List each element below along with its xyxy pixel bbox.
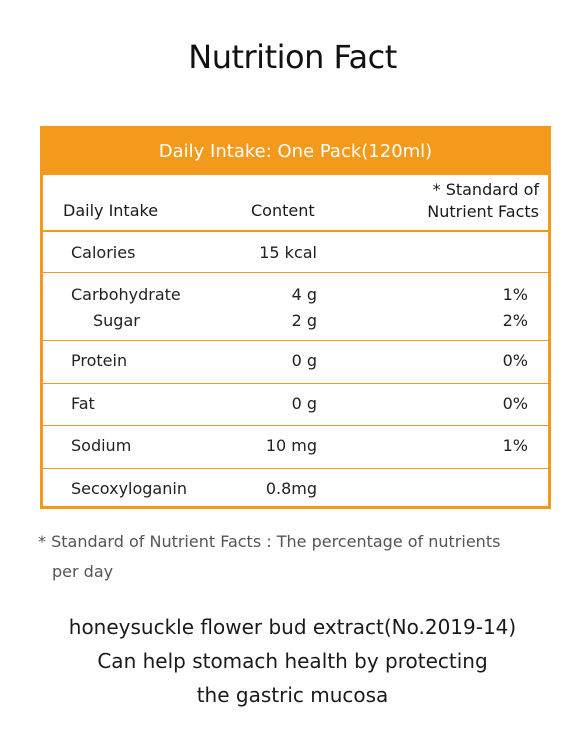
column-header-content: Content bbox=[251, 201, 315, 220]
footnote-line2: per day bbox=[52, 562, 114, 581]
row-value-calories: 15 kcal bbox=[259, 243, 317, 262]
column-header-standard-line2: Nutrient Facts bbox=[427, 202, 539, 221]
health-claim-line1: honeysuckle flower bud extract(No.2019-14) bbox=[68, 615, 517, 639]
row-label-fat: Fat bbox=[71, 394, 95, 413]
column-header-standard bbox=[427, 179, 539, 223]
header-divider bbox=[43, 230, 548, 232]
row-value-sodium: 10 mg bbox=[265, 436, 317, 455]
row-divider bbox=[43, 425, 548, 426]
row-label-calories: Calories bbox=[71, 243, 136, 262]
health-claim-line3: the gastric mucosa bbox=[196, 683, 389, 707]
row-divider bbox=[43, 468, 548, 469]
column-header-standard-line1: * Standard of bbox=[432, 180, 539, 199]
row-value-protein: 0 g bbox=[291, 351, 317, 370]
row-divider bbox=[43, 383, 548, 384]
row-label-sodium: Sodium bbox=[71, 436, 132, 455]
row-divider bbox=[43, 272, 548, 273]
footnote-line1: * Standard of Nutrient Facts : The percentage of nutrients bbox=[38, 532, 501, 551]
row-label-protein: Protein bbox=[71, 351, 128, 370]
row-value-carbohydrate: 4 g bbox=[291, 285, 317, 304]
row-value-sugar: 2 g bbox=[291, 311, 317, 330]
nutrition-table bbox=[40, 126, 551, 509]
page-title: Nutrition Fact bbox=[188, 38, 397, 76]
health-claim-line2: Can help stomach health by protecting bbox=[97, 649, 488, 673]
row-percent-carbohydrate: 1% bbox=[502, 285, 528, 304]
row-value-fat: 0 g bbox=[291, 394, 317, 413]
column-header-daily-intake: Daily Intake bbox=[63, 201, 159, 220]
row-percent-fat: 0% bbox=[502, 394, 528, 413]
row-label-sugar: Sugar bbox=[93, 311, 140, 330]
health-claim bbox=[0, 610, 585, 712]
row-label-carbohydrate: Carbohydrate bbox=[71, 285, 181, 304]
row-divider bbox=[43, 340, 548, 341]
row-percent-sodium: 1% bbox=[502, 436, 528, 455]
row-value-secoxyloganin: 0.8mg bbox=[265, 479, 317, 498]
table-header-banner: Daily Intake: One Pack(120ml) bbox=[43, 129, 548, 175]
footnote bbox=[38, 527, 538, 587]
row-percent-protein: 0% bbox=[502, 351, 528, 370]
row-percent-sugar: 2% bbox=[502, 311, 528, 330]
row-label-secoxyloganin: Secoxyloganin bbox=[71, 479, 187, 498]
